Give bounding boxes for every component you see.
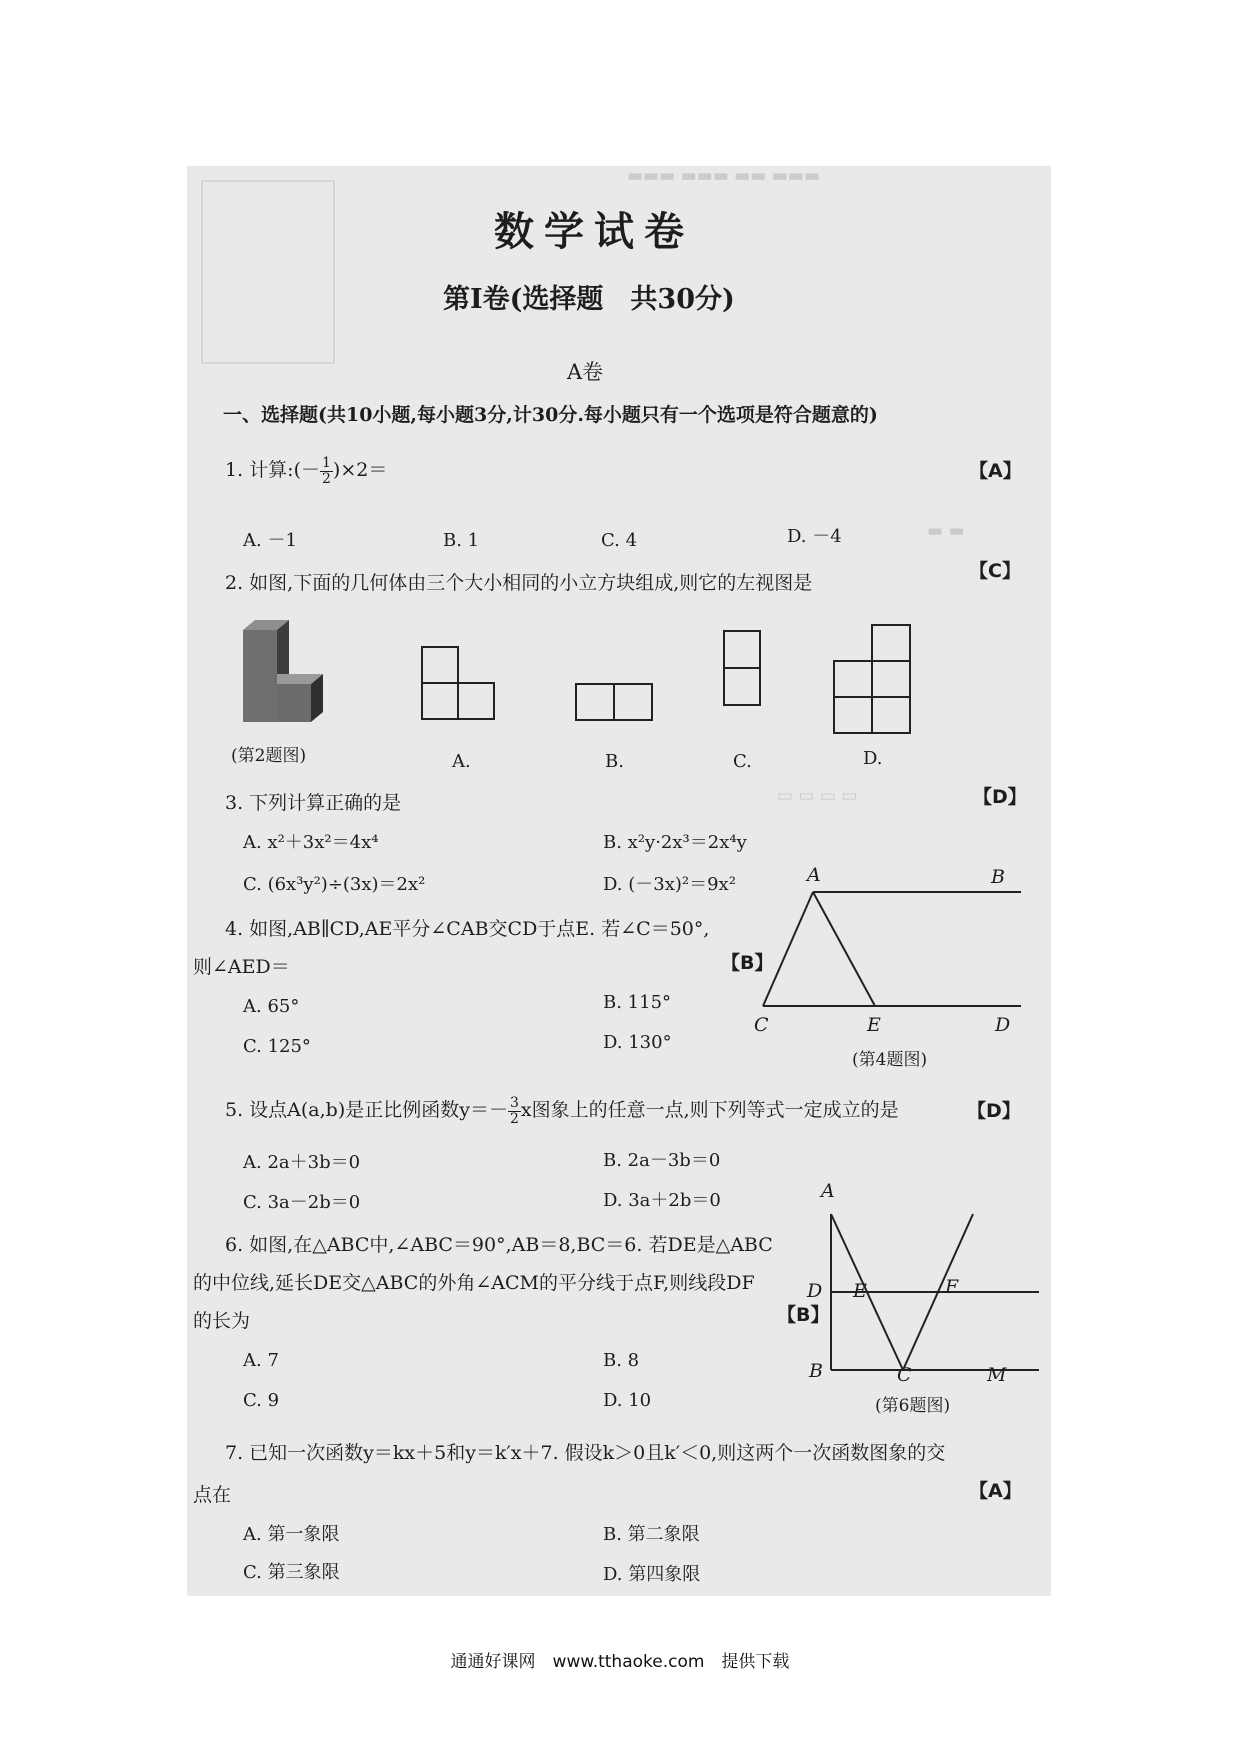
q2-option-b: B. xyxy=(605,751,624,772)
q6-option-d: D. 10 xyxy=(603,1390,652,1411)
q7-option-b: B. 第二象限 xyxy=(603,1524,700,1545)
q1-stem-end: )×2＝ xyxy=(332,459,388,482)
q5-stem-end: x图象上的任意一点,则下列等式一定成立的是 xyxy=(520,1099,899,1122)
question-4-stem-line1: 4. 如图,AB∥CD,AE平分∠CAB交CD于点E. 若∠C＝50°, xyxy=(225,918,710,940)
q6-label-e: E xyxy=(853,1280,867,1302)
question-2-stem: 2. 如图,下面的几何体由三个大小相同的小立方块组成,则它的左视图是 xyxy=(225,572,813,594)
question-1-answer: 【A】 xyxy=(969,460,1022,482)
q4-figure xyxy=(757,866,1047,1026)
q3-option-b: B. x²y·2x³＝2x⁴y xyxy=(603,832,747,853)
q2-view-a xyxy=(421,646,495,720)
q6-option-a: A. 7 xyxy=(243,1350,279,1371)
bleed-through-figure xyxy=(201,180,335,364)
part1-title: 第Ⅰ卷(选择题 共30分) xyxy=(443,284,735,315)
q1-stem-start: 1. 计算:(－ xyxy=(225,459,320,482)
question-7-stem-line2: 点在 xyxy=(193,1484,232,1506)
bleed-through-text: ▭ ▭ ▭ ▭ xyxy=(777,786,858,806)
q4-label-c: C xyxy=(754,1014,769,1036)
bleed-through-text: ▬▬▬ ▬▬▬ ▬▬ ▬▬▬ xyxy=(627,166,820,186)
q2-view-d xyxy=(833,624,913,738)
q2-figure-caption: (第2题图) xyxy=(231,746,307,766)
q2-view-b xyxy=(575,683,655,723)
q3-option-a: A. x²＋3x²＝4x⁴ xyxy=(243,832,379,853)
question-4-stem-line2: 则∠AED＝ xyxy=(193,956,290,978)
q5-frac-num: 3 xyxy=(509,1095,519,1111)
q3-option-d: D. (－3x)²＝9x² xyxy=(603,874,736,895)
q1-frac-num: 1 xyxy=(321,455,331,471)
q1-option-d: D. －4 xyxy=(787,526,842,547)
exam-paper-photo xyxy=(187,166,1051,1596)
q4-option-d: D. 130° xyxy=(603,1032,672,1053)
solid-figure xyxy=(227,606,347,726)
q4-figure-caption: (第4题图) xyxy=(852,1050,928,1070)
q5-option-a: A. 2a＋3b＝0 xyxy=(243,1152,361,1173)
q5-fraction xyxy=(508,1096,521,1126)
question-7-stem-line1: 7. 已知一次函数y＝kx＋5和y＝k′x＋7. 假设k＞0且k′＜0,则这两个一次函数图象的交 xyxy=(225,1442,946,1464)
q4-option-c: C. 125° xyxy=(243,1036,311,1057)
q6-label-d: D xyxy=(807,1280,823,1302)
q6-label-c: C xyxy=(897,1364,912,1386)
section-a-label: A卷 xyxy=(567,360,604,384)
q6-figure-caption: (第6题图) xyxy=(875,1396,951,1416)
question-6-stem-line3: 的长为 xyxy=(193,1310,251,1332)
q4-label-e: E xyxy=(867,1014,881,1036)
q6-label-a: A xyxy=(821,1180,835,1202)
q6-option-b: B. 8 xyxy=(603,1350,640,1371)
question-2-answer: 【C】 xyxy=(969,560,1021,582)
question-6-stem-line1: 6. 如图,在△ABC中,∠ABC＝90°,AB＝8,BC＝6. 若DE是△ABC xyxy=(225,1234,773,1256)
q5-option-b: B. 2a－3b＝0 xyxy=(603,1150,721,1171)
question-1-stem xyxy=(225,456,387,486)
section-instructions: 一、选择题(共10小题,每小题3分,计30分.每小题只有一个选项是符合题意的) xyxy=(223,404,878,426)
q4-label-a: A xyxy=(807,864,821,886)
q1-option-c: C. 4 xyxy=(601,530,638,551)
q2-option-a: A. xyxy=(452,751,471,772)
question-6-answer: 【B】 xyxy=(777,1304,830,1326)
exam-title: 数学试卷 xyxy=(494,208,694,255)
q2-view-c xyxy=(723,630,763,708)
q7-option-c: C. 第三象限 xyxy=(243,1562,340,1583)
question-3-stem: 3. 下列计算正确的是 xyxy=(225,792,402,814)
q6-label-m: M xyxy=(987,1364,1007,1386)
q1-fraction xyxy=(320,456,333,486)
q4-label-b: B xyxy=(991,866,1005,888)
question-5-stem xyxy=(225,1096,899,1126)
q5-option-d: D. 3a＋2b＝0 xyxy=(603,1190,721,1211)
q1-frac-den: 2 xyxy=(321,470,331,487)
q3-option-c: C. (6x³y²)÷(3x)＝2x² xyxy=(243,874,426,895)
q1-option-b: B. 1 xyxy=(443,530,480,551)
q4-label-d: D xyxy=(995,1014,1011,1036)
q5-stem-start: 5. 设点A(a,b)是正比例函数y＝－ xyxy=(225,1099,508,1122)
q4-option-b: B. 115° xyxy=(603,992,672,1013)
bleed-through-text: ▬ ▬ xyxy=(927,521,965,541)
q6-label-b: B xyxy=(809,1360,823,1382)
q5-option-c: C. 3a－2b＝0 xyxy=(243,1192,361,1213)
q6-option-c: C. 9 xyxy=(243,1390,280,1411)
q2-option-c: C. xyxy=(733,751,752,772)
q4-option-a: A. 65° xyxy=(243,996,300,1017)
q2-option-d: D. xyxy=(863,748,883,769)
q6-figure xyxy=(807,1196,1047,1386)
question-4-answer: 【B】 xyxy=(721,952,774,974)
q7-option-d: D. 第四象限 xyxy=(603,1564,701,1585)
q6-label-f: F xyxy=(945,1276,959,1298)
question-5-answer: 【D】 xyxy=(967,1100,1021,1122)
question-6-stem-line2: 的中位线,延长DE交△ABC的外角∠ACM的平分线于点F,则线段DF xyxy=(193,1272,755,1294)
q5-frac-den: 2 xyxy=(509,1110,519,1127)
download-footer: 通通好课网 www.tthaoke.com 提供下载 xyxy=(450,1652,790,1672)
q1-option-a: A. －1 xyxy=(243,530,297,551)
question-3-answer: 【D】 xyxy=(973,786,1027,808)
q7-option-a: A. 第一象限 xyxy=(243,1524,340,1545)
question-7-answer: 【A】 xyxy=(969,1480,1022,1502)
